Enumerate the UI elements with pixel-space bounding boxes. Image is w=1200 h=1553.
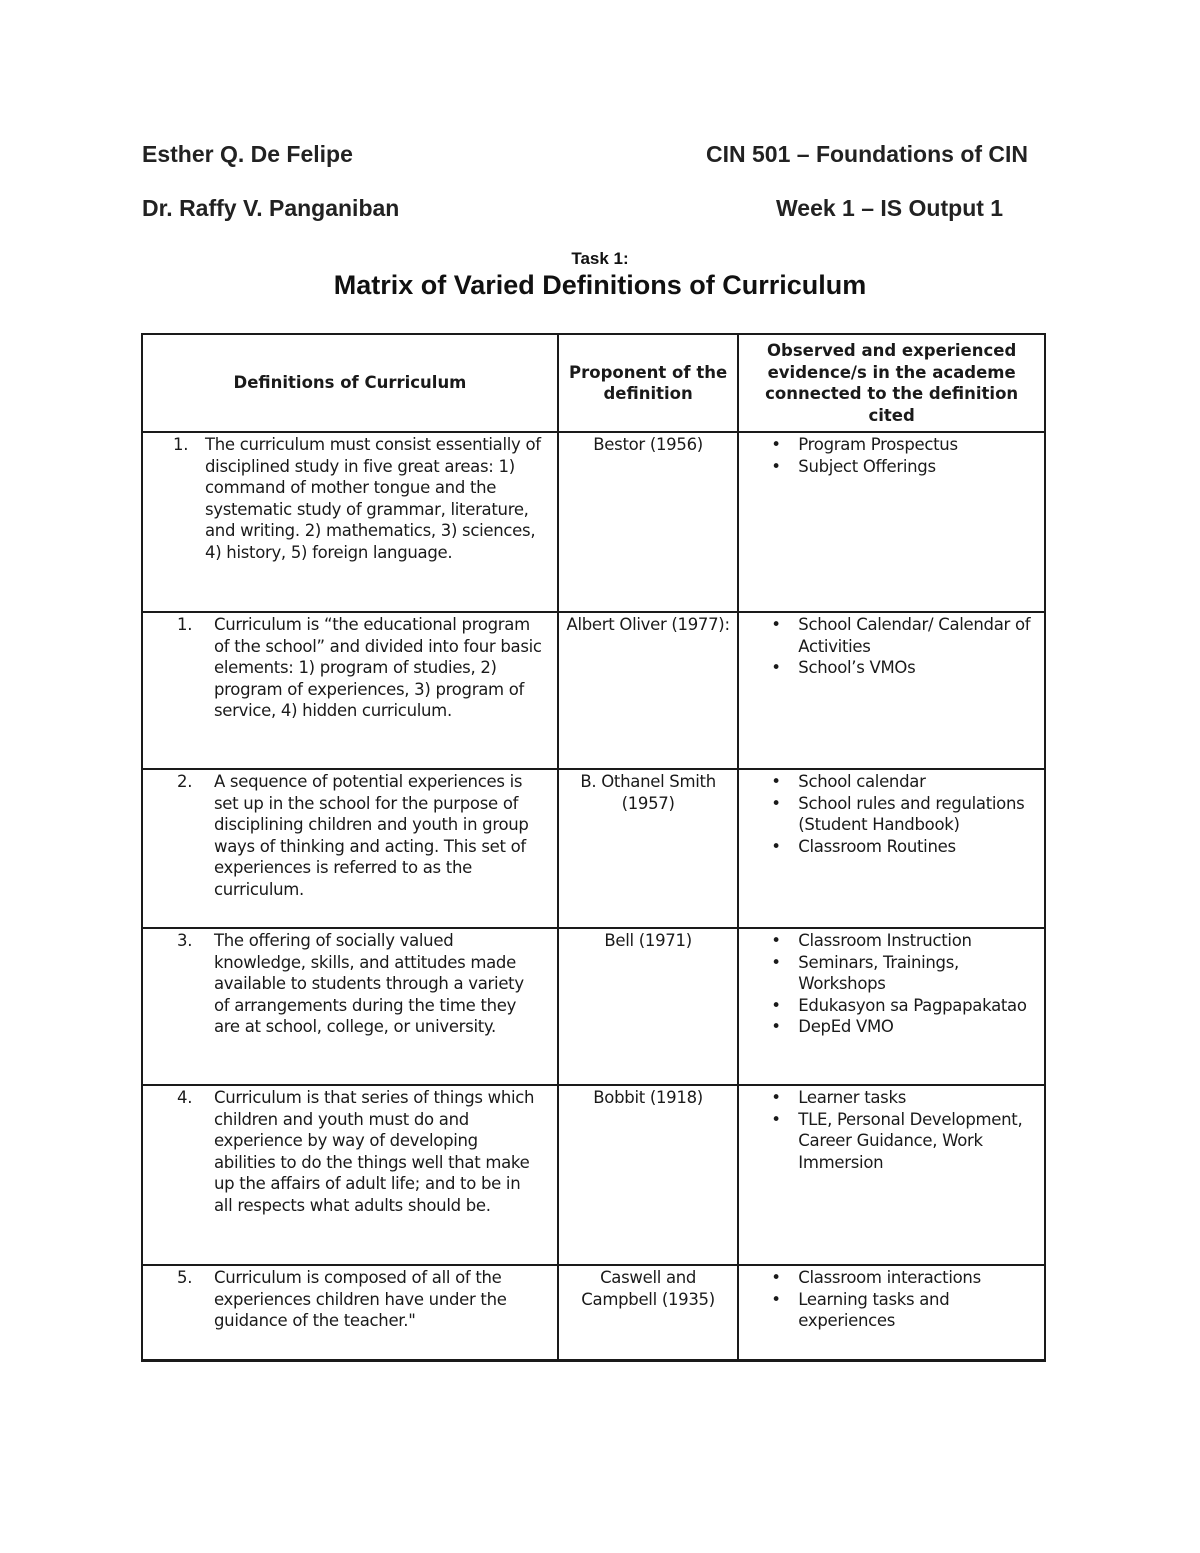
proponent-cell [558,769,738,928]
list-item [739,836,1034,858]
bullet-icon: • [771,1109,781,1129]
evidence-text: Seminars, Trainings, Workshops [798,952,959,993]
evidence-text: TLE, Personal Development, Career Guidance, Work Immersion [798,1109,1023,1172]
bullet-icon: • [771,1017,781,1036]
list-item [739,614,1034,657]
proponent-cell [558,1265,738,1361]
bullet-icon: • [771,1289,781,1309]
bullet-icon: • [771,995,781,1015]
bullet-icon: • [771,1088,781,1107]
list-item [739,1016,1034,1038]
table-row [142,612,1045,769]
evidence-text: Classroom interactions [798,1268,981,1287]
table-row [142,769,1045,928]
evidence-text: Subject Offerings [798,456,936,476]
definition-cell [142,928,558,1085]
list-item [739,456,1034,478]
proponent-text: Bell (1971) [604,931,692,950]
evidence-text: Program Prospectus [798,435,958,454]
definition-cell [142,432,558,612]
bullet-icon: • [771,1268,781,1287]
definition-number: 5. [177,1268,193,1287]
definitions-matrix-table [141,333,1046,1362]
bullet-icon: • [771,772,781,791]
bullet-icon: • [771,658,781,677]
evidence-text: School’s VMOs [798,658,916,677]
header-definitions: Definitions of Curriculum [142,334,558,432]
list-item [739,1289,1034,1332]
evidence-text: School rules and regulations (Student Handbook) [798,793,1025,834]
task-label: Task 1: [571,249,629,268]
proponent-text: Caswell and Campbell (1935) [581,1268,715,1309]
professor-name: Dr. Raffy V. Panganiban [142,195,400,221]
definition-number: 1. [173,435,189,454]
bullet-icon: • [771,456,781,476]
definition-text: The curriculum must consist essentially of disciplined study in five great areas: 1) command of mother tongue and the systematic study of grammar, literature, and writing. 2) mathematics, 3) sciences, 4) history, 5) foreign language. [205,435,541,562]
evidence-cell [738,1265,1045,1361]
proponent-cell [558,612,738,769]
definition-text: Curriculum is “the educational program of the school” and divided into four basic elements: 1) program of studies, 2) program of experiences, 3) program of service, 4) hidden curriculum. [214,615,542,720]
header-proponent: Proponent of the definition [558,334,738,432]
list-item [739,771,1034,793]
list-item [739,657,1034,679]
evidence-text: School calendar [798,772,926,791]
bullet-icon: • [771,615,781,634]
bullet-icon: • [771,931,781,950]
definition-number: 2. [177,772,193,791]
list-item [739,930,1034,952]
definition-cell [142,769,558,928]
definition-cell [142,1265,558,1361]
table-row [142,1085,1045,1265]
evidence-cell [738,769,1045,928]
table-row [142,928,1045,1085]
list-item [739,1087,1034,1109]
week-output-label: Week 1 – IS Output 1 [776,195,1004,221]
table-header-row [142,334,1045,432]
evidence-cell [738,928,1045,1085]
list-item [739,793,1034,836]
list-item [739,434,1034,456]
definition-text: The offering of socially valued knowledge, skills, and attitudes made available to students through a variety of arrangements during the time they are at school, college, or university. [214,931,524,1036]
evidence-cell [738,432,1045,612]
table-row [142,432,1045,612]
definition-text: Curriculum is composed of all of the experiences children have under the guidance of the teacher." [214,1268,507,1330]
definition-number: 4. [177,1088,193,1107]
bullet-icon: • [771,952,781,972]
author-name: Esther Q. De Felipe [142,141,353,167]
evidence-cell [738,612,1045,769]
proponent-text: Bobbit (1918) [593,1088,703,1107]
evidence-text: Learning tasks and experiences [798,1289,950,1330]
evidence-cell [738,1085,1045,1265]
proponent-text: Bestor (1956) [593,435,703,454]
list-item [739,1267,1034,1289]
list-item [739,995,1034,1017]
definition-text: Curriculum is that series of things which children and youth must do and experience by way of developing abilities to do the things well that make up the affairs of adult life; and to be in all respects what adults should be. [214,1088,535,1215]
definition-cell [142,1085,558,1265]
proponent-cell [558,432,738,612]
evidence-text: Edukasyon sa Pagpapakatao [798,995,1027,1015]
header-evidence: Observed and experienced evidence/s in the academe connected to the definition cited [738,334,1045,432]
definition-cell [142,612,558,769]
course-title: CIN 501 – Foundations of CIN [706,141,1029,167]
evidence-text: Classroom Instruction [798,931,972,950]
proponent-cell [558,928,738,1085]
bullet-icon: • [771,435,781,454]
evidence-text: School Calendar/ Calendar of Activities [798,615,1031,656]
list-item [739,1109,1034,1174]
document-title: Matrix of Varied Definitions of Curriculum [333,270,867,300]
list-item [739,952,1034,995]
definition-number: 1. [177,615,193,634]
proponent-text: B. Othanel Smith (1957) [580,772,716,813]
proponent-text: Albert Oliver (1977): [566,615,730,634]
evidence-text: Learner tasks [798,1088,907,1107]
bullet-icon: • [771,793,781,813]
proponent-cell [558,1085,738,1265]
evidence-text: Classroom Routines [798,836,956,856]
evidence-text: DepEd VMO [798,1017,894,1036]
definition-number: 3. [177,931,193,950]
bullet-icon: • [771,836,781,856]
definition-text: A sequence of potential experiences is set up in the school for the purpose of disciplining children and youth in group ways of thinking and acting. This set of experiences is referred to as the curriculum. [214,772,529,899]
table-row [142,1265,1045,1361]
